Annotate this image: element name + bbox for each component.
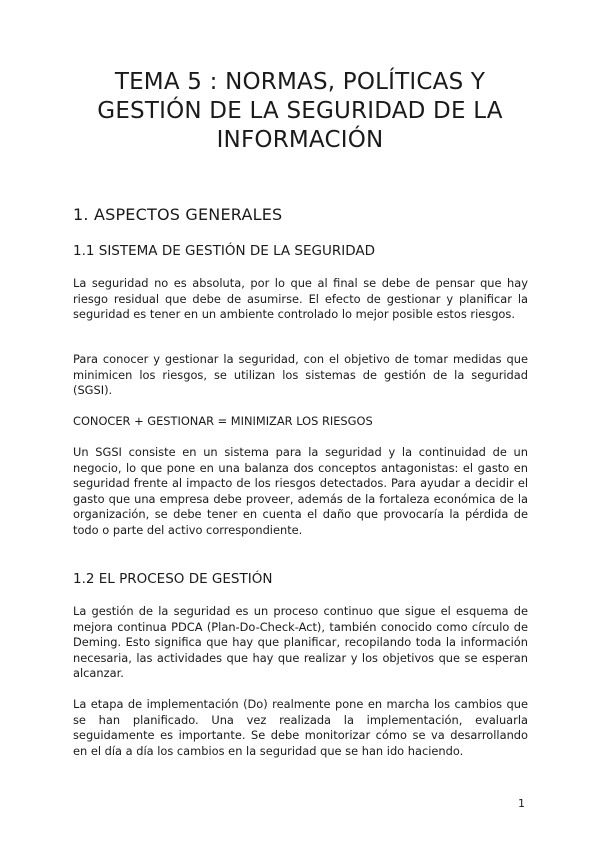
paragraph: Un SGSI consiste en un sistema para la seguridad y la continuidad de un negocio, lo que pone en una balanza dos conceptos antagonistas: el gasto en seguridad frente al impacto de los riesgos detectados. Para ayudar a decidir el gasto que una empresa debe proveer, además de la fortaleza económica de la organización, se debe tener en cuenta el daño que provocaría la pérdida de todo o parte del activo correspondiente.: [73, 445, 528, 537]
paragraph: La gestión de la seguridad es un proceso continuo que sigue el esquema de mejora continua PDCA (Plan-Do-Check-Act), también conocido como círculo de Deming. Esto significa que hay que planificar, recopilando toda la información necesaria, las actividades que hay que realizar y los objetivos que se esperan alcanzar.: [73, 604, 528, 680]
page-number: 1: [518, 797, 525, 810]
title-line-1: TEMA 5 : NORMAS, POLÍTICAS Y: [114, 69, 486, 95]
title-line-3: INFORMACIÓN: [216, 127, 384, 153]
title-line-2: GESTIÓN DE LA SEGURIDAD DE LA: [97, 98, 503, 124]
section-heading-aspectos-generales: 1. ASPECTOS GENERALES: [73, 205, 283, 224]
document-title: [60, 68, 540, 155]
paragraph: La seguridad no es absoluta, por lo que al final se debe de pensar que hay riesgo residual que debe de asumirse. El efecto de gestionar y planificar la seguridad es tener en un ambiente controlado lo mejor posible estos riesgos.: [73, 276, 528, 321]
subsection-heading-proceso-gestion: 1.2 EL PROCESO DE GESTIÓN: [73, 571, 273, 587]
subsection-heading-sistema-gestion: 1.1 SISTEMA DE GESTIÓN DE LA SEGURIDAD: [73, 243, 376, 259]
formula-line: CONOCER + GESTIONAR = MINIMIZAR LOS RIESGOS: [73, 414, 373, 428]
paragraph: La etapa de implementación (Do) realmente pone en marcha los cambios que se han planificado. Una vez realizada la implementación, evaluarla seguidamente es importante. Se debe monitorizar cómo se va desarrollando en el día a día los cambios en la seguridad que se han ido haciendo.: [73, 697, 528, 758]
paragraph: Para conocer y gestionar la seguridad, con el objetivo de tomar medidas que minimicen los riesgos, se utilizan los sistemas de gestión de la seguridad (SGSI).: [73, 352, 528, 397]
